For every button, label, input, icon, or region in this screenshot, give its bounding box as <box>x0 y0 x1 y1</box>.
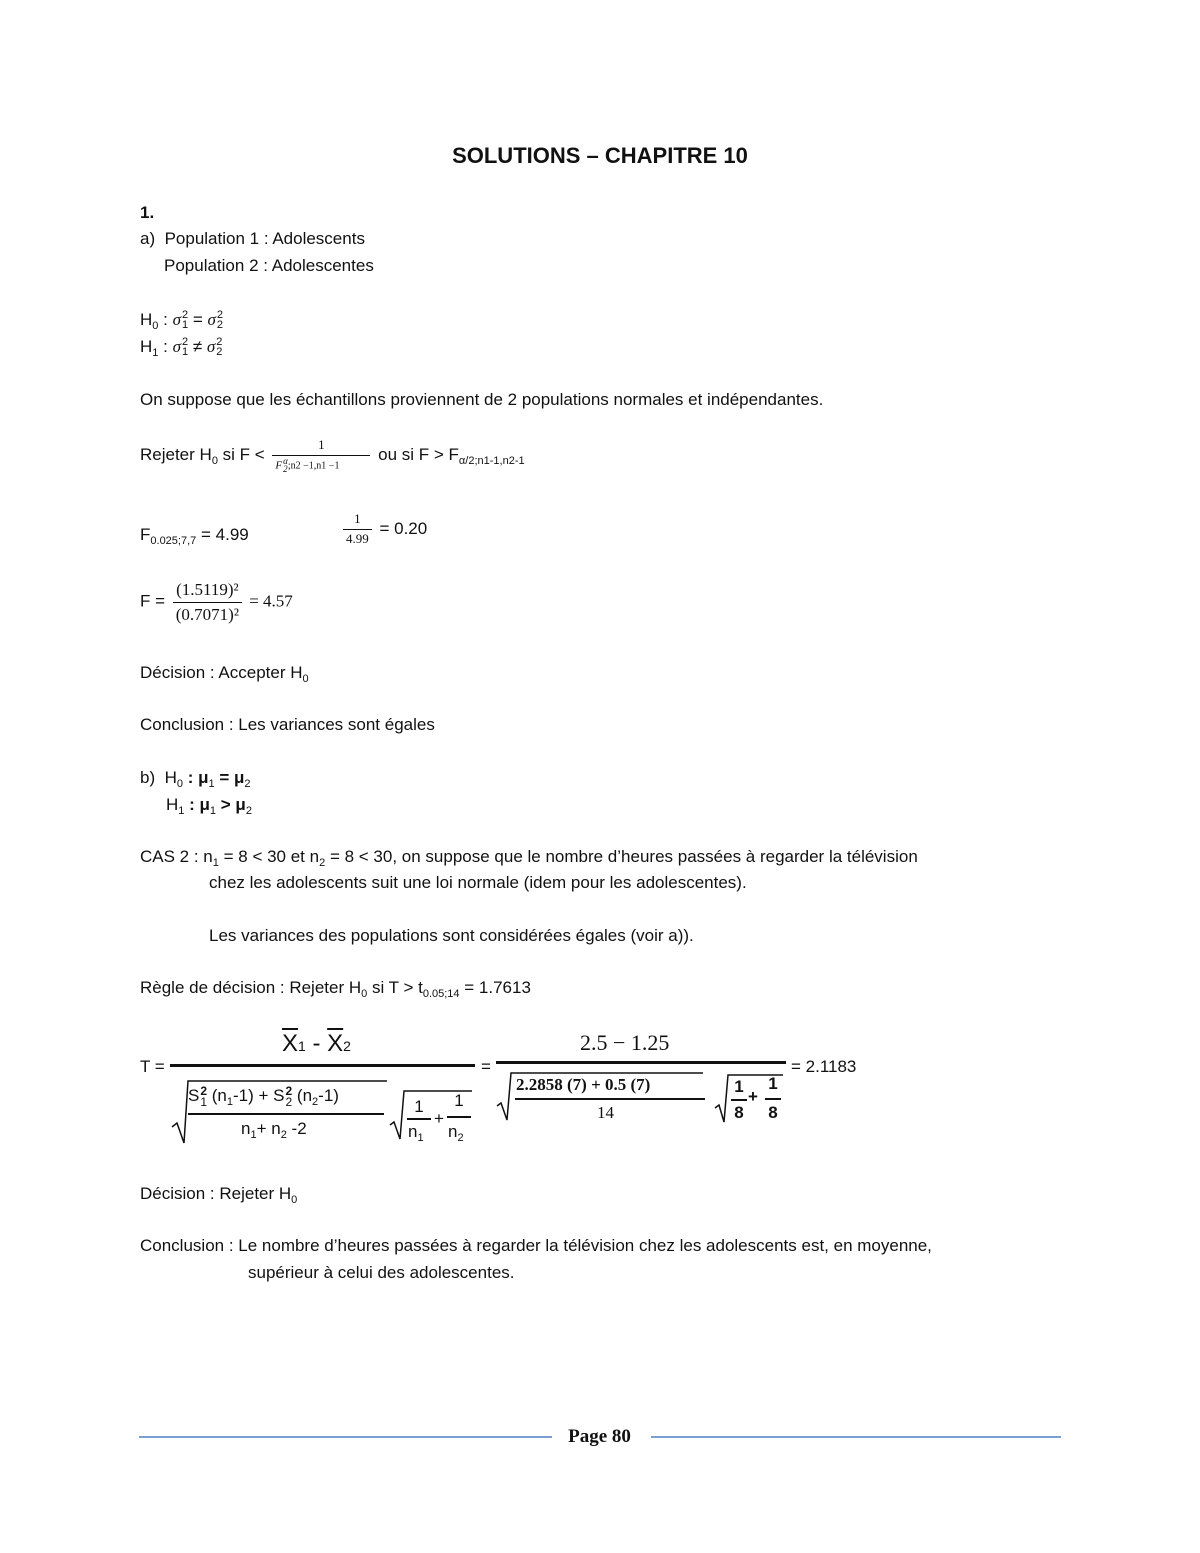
h0-means-mu1: : μ <box>182 768 209 787</box>
assumption-text: On suppose que les échantillons proviennent de 2 populations normales et indépendantes. <box>140 390 824 409</box>
t-minus: - <box>305 1030 328 1057</box>
part-a-label: a) <box>140 229 156 248</box>
sq-3: 2 <box>181 336 189 349</box>
x2-bar: $\overline{X}$ <box>327 1030 344 1057</box>
inv-plus: + <box>434 1109 444 1128</box>
decision-a-sub: 0 <box>302 673 309 685</box>
eighth-2-den: 8 <box>768 1103 778 1122</box>
den-n1: n <box>241 1119 251 1138</box>
conclusion-b-line-2: supérieur à celui des adolescentes. <box>248 1263 515 1282</box>
inv-n2-num: 1 <box>454 1091 464 1110</box>
reject-ou-sub: α/2;n1-1,n2-1 <box>458 455 525 468</box>
rule-t-sub: 0.05;14 <box>422 988 460 1000</box>
den-rest: -2 <box>286 1119 307 1138</box>
h1-means-mu1: : μ <box>184 795 210 814</box>
question-number: 1. <box>140 203 155 222</box>
decision-b-text: Décision : Rejeter H <box>140 1184 292 1203</box>
h1-means-mu2: > μ <box>216 795 246 814</box>
fstat-val: = 4.57 <box>244 591 293 611</box>
eighth-2-bar <box>765 1098 781 1100</box>
t-numerator <box>282 1030 351 1058</box>
decision-b <box>140 1184 297 1207</box>
fcrit-val: = 4.99 <box>196 525 249 544</box>
cas-n1-sub: 1 <box>212 857 219 869</box>
reject-frac-den <box>272 455 370 473</box>
numeric-numerator: 2.5 − 1.25 <box>580 1030 670 1055</box>
h1-means-h: H <box>166 795 179 814</box>
reject-den-two: 2 <box>283 463 288 474</box>
den-plus: + n <box>256 1119 281 1138</box>
x2-sub: 2 <box>343 1038 351 1054</box>
rejection-rule <box>140 438 525 473</box>
cas-mid-2: = 8 < 30, on suppose que le nombre d’heures passées à regarder la télévision <box>325 847 918 866</box>
sigma-3: σ <box>172 337 181 356</box>
h1-h: H <box>140 337 153 356</box>
fcrit-f: F <box>140 525 151 544</box>
cas-2-line-2: chez les adolescents suit une loi normale (idem pour les adolescentes). <box>209 873 747 892</box>
pooled-fraction-bar <box>188 1113 384 1115</box>
inv-n2-n: n <box>448 1122 458 1141</box>
eq: = <box>188 310 208 329</box>
mu-sub-4: 2 <box>245 805 252 817</box>
reject-text: Rejeter H <box>140 445 212 465</box>
x1-sub: 1 <box>298 1038 306 1054</box>
reject-ou: ou si F > F <box>373 445 459 465</box>
x1-bar: $\overline{X}$ <box>282 1030 299 1057</box>
inv-n1-den <box>408 1122 424 1145</box>
h0-sep: : <box>158 310 173 329</box>
cas-2-line-1 <box>140 847 918 870</box>
inv-n2-bar <box>447 1116 471 1118</box>
sq-2: 2 <box>216 309 223 322</box>
h0-means-mu2: = μ <box>214 768 245 787</box>
conclusion-a: Conclusion : Les variances sont égales <box>140 715 435 734</box>
rule-text: Règle de décision : Rejeter H <box>140 978 362 997</box>
footer-rule-right <box>651 1436 1061 1438</box>
reject-frac-num: 1 <box>318 437 325 452</box>
reject-fraction <box>272 438 370 473</box>
eighth-1-den: 8 <box>734 1103 744 1122</box>
sigma-1: σ <box>172 310 181 329</box>
population-2: Population 2 : Adolescentes <box>164 256 374 275</box>
rule-val: = 1.7613 <box>459 978 531 997</box>
inv-n1-bar <box>407 1118 431 1120</box>
t-equals: = <box>481 1057 491 1076</box>
numeric-pooled-num: 2.2858 (7) + 0.5 (7) <box>516 1075 651 1094</box>
s2: S <box>273 1086 285 1105</box>
mu-sub-2: 2 <box>244 778 251 790</box>
inv-n1-sub: 1 <box>417 1132 424 1144</box>
h1-variances <box>140 337 222 360</box>
decision-a-text: Décision : Accepter H <box>140 663 303 682</box>
reject-den-f: F <box>275 459 283 472</box>
decision-b-sub: 0 <box>291 1194 298 1206</box>
reject-si: si F < <box>217 445 270 465</box>
cas-mid-1: = 8 < 30 et n <box>218 847 320 866</box>
conclusion-b-line-1: Conclusion : Le nombre d’heures passées à regarder la télévision chez les adolescents est, en moyenne, <box>140 1236 932 1255</box>
eighth-2-num: 1 <box>768 1074 778 1093</box>
paren-n1: (n <box>207 1086 227 1105</box>
den-n1-sub: 1 <box>250 1129 257 1141</box>
h0-variances <box>140 310 223 333</box>
numeric-pooled-den: 14 <box>597 1103 614 1122</box>
s2-sub: 2 <box>285 1094 293 1109</box>
idx-4: 2 <box>216 345 223 358</box>
s2-sup: 2 <box>285 1084 293 1099</box>
page-number: Page 80 <box>568 1426 631 1447</box>
paren-n2-sub: 2 <box>312 1096 319 1108</box>
part-a-population-1 <box>140 229 365 249</box>
cas-n2-sub: 2 <box>319 857 326 869</box>
sigma-4-script <box>216 338 222 357</box>
inv-num: 1 <box>354 511 361 526</box>
sq-4: 2 <box>216 336 223 349</box>
reject-h0-sub: 0 <box>211 455 218 468</box>
fstat-num: (1.5119)² <box>176 580 239 599</box>
h1-sub: 1 <box>152 347 159 359</box>
eighth-plus: + <box>748 1087 758 1106</box>
f-critical-inverse <box>340 512 427 547</box>
eighth-1-num: 1 <box>734 1077 744 1096</box>
population-1: Population 1 : Adolescents <box>164 229 365 248</box>
fstat-den: (0.7071)² <box>173 602 242 625</box>
f-statistic <box>140 580 293 624</box>
t-fraction-bar <box>170 1064 475 1067</box>
fcrit-sub: 0.025;7,7 <box>150 535 197 547</box>
sq-1: 2 <box>181 309 189 322</box>
fstat-lhs: F = <box>140 591 170 611</box>
pooled-numerator <box>188 1086 339 1109</box>
numeric-fraction-bar <box>496 1061 786 1064</box>
h0-means <box>140 768 251 791</box>
mu-sub-1: 1 <box>208 778 215 790</box>
s1: S <box>188 1086 200 1105</box>
inv-n1-n: n <box>408 1122 418 1141</box>
den-n2-sub: 2 <box>280 1129 287 1141</box>
reject-den-alpha: α <box>283 455 288 466</box>
idx-2: 2 <box>216 318 223 331</box>
inv-val: = 0.20 <box>374 518 428 538</box>
rule-mid: si T > t <box>367 978 423 997</box>
sigma-2: σ <box>207 310 216 329</box>
idx-3: 1 <box>181 345 189 358</box>
numeric-pooled-bar <box>515 1098 705 1100</box>
h0-means-sub: 0 <box>176 778 183 790</box>
h0-sub: 0 <box>152 320 159 332</box>
sigma-4: σ <box>206 337 216 356</box>
inv-fraction <box>343 512 372 547</box>
paren-n1-rest: -1) + <box>233 1086 274 1105</box>
h1-sep: : <box>158 337 173 356</box>
sigma-2-script <box>217 311 223 330</box>
h0-means-h: H <box>164 768 177 787</box>
fstat-fraction <box>173 580 242 624</box>
s1-sup: 2 <box>200 1084 208 1099</box>
t-result: = 2.1183 <box>791 1057 857 1076</box>
mu-sub-3: 1 <box>209 805 217 817</box>
neq: ≠ <box>188 337 207 356</box>
paren-n2-rest: -1) <box>318 1086 339 1105</box>
inv-n2-den <box>448 1122 464 1145</box>
decision-a <box>140 663 309 686</box>
inv-n1-num: 1 <box>414 1097 424 1116</box>
paren-n2: (n <box>292 1086 313 1105</box>
h0-h: H <box>140 310 153 329</box>
t-lhs: T = <box>140 1057 165 1076</box>
s1-sub: 1 <box>200 1094 208 1109</box>
pooled-denominator <box>241 1119 307 1142</box>
idx-1: 1 <box>181 318 189 331</box>
cas-prefix: CAS 2 : n <box>140 847 213 866</box>
h1-means-sub: 1 <box>178 805 185 817</box>
eighth-1-bar <box>731 1099 747 1101</box>
h1-means <box>166 795 252 818</box>
rule-h0-sub: 0 <box>361 988 368 1000</box>
paren-n1-sub: 1 <box>226 1096 233 1108</box>
f-critical <box>140 525 249 548</box>
variances-equal-text: Les variances des populations sont considérées égales (voir a)). <box>209 926 694 945</box>
inv-den: 4.99 <box>343 529 372 547</box>
decision-rule <box>140 978 531 1001</box>
page-title: SOLUTIONS – CHAPITRE 10 <box>452 143 748 168</box>
footer-rule-left <box>139 1436 552 1438</box>
part-b-label: b) <box>140 768 156 787</box>
reject-den-sub: ;n2 −1,n1 −1 <box>287 460 340 472</box>
inv-n2-sub: 2 <box>457 1132 464 1144</box>
